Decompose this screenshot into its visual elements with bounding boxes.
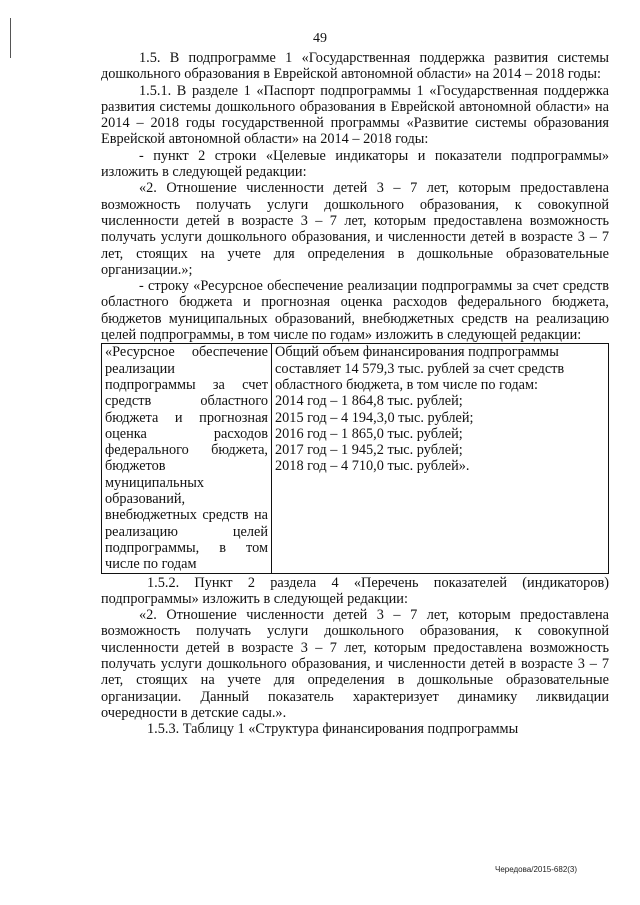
page-number: 49 [313, 31, 327, 46]
financing-year-2015: 2015 год – 4 194,3,0 тыс. рублей; [275, 409, 474, 426]
paragraph-1-5-1: 1.5.1. В разделе 1 «Паспорт подпрограммы 1 «Государственная поддержка развития системы дошкольного образования в Еврейской автономной области» на 2014 – 2018 годы государственной программы «Развитие системы образования Еврейской автономной области» на 2014 – 2018 годы: [101, 82, 609, 148]
document-body [101, 50, 609, 737]
financing-year-2014: 2014 год – 1 864,8 тыс. рублей; [275, 393, 463, 410]
financing-year-2018: 2018 год – 4 710,0 тыс. рублей». [275, 458, 470, 475]
footer-code: Чередова/2015-682(3) [495, 865, 578, 874]
table-cell-financing [272, 344, 609, 573]
paragraph-1-5-3: 1.5.3. Таблицу 1 «Структура финансирования подпрограммы [147, 721, 519, 738]
financing-year-2016: 2016 год – 1 865,0 тыс. рублей; [275, 425, 463, 442]
table-row [102, 344, 609, 573]
table-cell-resource-label: «Ресурсное обеспечение реализации подпрограммы за счет средств областного бюджета и прогнозная оценка расходов федерального бюджета, бюджетов муниципальных образований, внебюджетных средств на реализацию целей подпрограммы, в том числе по годам [102, 344, 272, 573]
paragraph-point-2: - пункт 2 строки «Целевые индикаторы и показатели подпрограммы» изложить в следующей редакции: [101, 147, 609, 181]
paragraph-indicator-2: «2. Отношение численности детей 3 – 7 лет, которым предоставлена возможность получать услуги дошкольного образования, к совокупной численности детей в возрасте 3 – 7 лет, которым предоставлена возможность получать услуги дошкольного образования, и численности детей в возрасте 3 – 7 лет, стоящих на учете для определения в дошкольные образовательные организации.»; [101, 180, 609, 278]
paragraph-1-5: 1.5. В подпрограмме 1 «Государственная поддержка развития системы дошкольного образования в Еврейской автономной области» на 2014 – 2018 годы: [101, 50, 609, 83]
financing-year-2017: 2017 год – 1 945,2 тыс. рублей; [275, 442, 463, 459]
financing-table [101, 343, 609, 573]
paragraph-1-5-2: 1.5.2. Пункт 2 раздела 4 «Перечень показателей (индикаторов) подпрограммы» изложить в следующей редакции: [101, 574, 609, 607]
paragraph-resource-row: - строку «Ресурсное обеспечение реализации подпрограммы за счет средств областного бюджета и прогнозная оценка расходов федерального бюджета, бюджетов муниципальных образований, внебюджетных средств на реализацию целей подпрограммы, в том числе по годам» изложить в следующей редакции: [101, 278, 609, 344]
paragraph-indicator-2-section-4: «2. Отношение численности детей 3 – 7 лет, которым предоставлена возможность получать услуги дошкольного образования, к совокупной численности детей в возрасте 3 – 7 лет, которым предоставлена возможность получать услуги дошкольного образования, и численности детей в возрасте 3 – 7 лет, стоящих на учете для определения в дошкольные образовательные организации. Данный показатель характеризует динамику ликвидации очередности в детские сады.». [101, 607, 609, 721]
financing-intro: Общий объем финансирования подпрограммы составляет 14 579,3 тыс. рублей за счет средств областного бюджета, в том числе по годам: [275, 344, 565, 393]
